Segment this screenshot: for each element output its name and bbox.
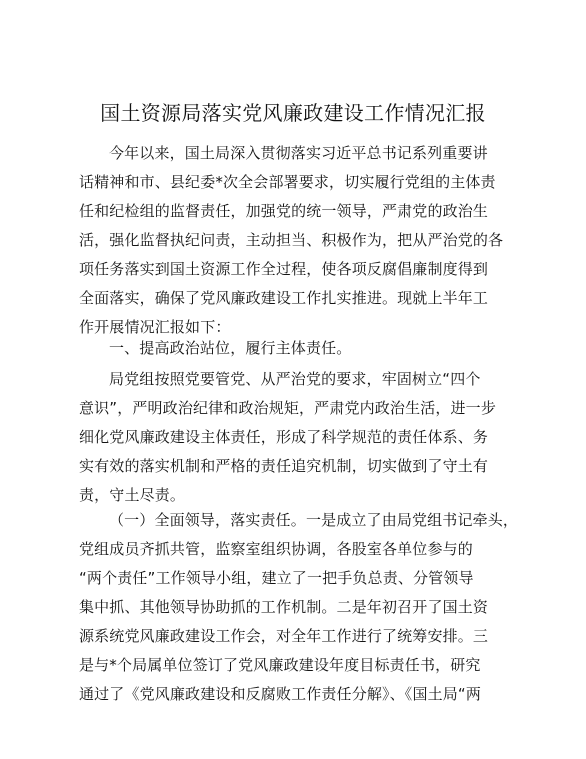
paragraph-intro (79, 139, 509, 342)
paragraph-line: 作开展情况汇报如下： (79, 318, 231, 336)
paragraph-line: 是与*个局属单位签订了党风廉政建设年度目标责任书，研究 (79, 656, 481, 674)
paragraph-line: 项任务落实到国土资源工作全过程，使各项反腐倡廉制度得到 (79, 260, 489, 278)
paragraph-line: 责，守土尽责。 (79, 486, 186, 504)
paragraph-line: 细化党风廉政建设主体责任，形成了科学规范的责任体系、务 (79, 428, 489, 446)
document-title: 国土资源局落实党风廉政建设工作情况汇报 (100, 101, 486, 125)
paragraph-line: 意识”，严明政治纪律和政治规矩，严肃党内政治生活，进一步 (79, 399, 496, 417)
paragraph-line: 党组成员齐抓共管，监察室组织协调，各股室各单位参与的 (79, 540, 473, 558)
paragraph-responsibility (79, 365, 509, 510)
paragraph-line: 局党组按照党要管党、从严治党的要求，牢固树立“四个 (109, 370, 481, 388)
paragraph-leadership (79, 506, 519, 709)
paragraph-line: 实有效的落实机制和严格的责任追究机制，切实做到了守土有 (79, 457, 489, 475)
paragraph-line: 集中抓、其他领导协助抓的工作机制。二是年初召开了国土资 (79, 598, 489, 616)
paragraph-line: 今年以来，国土局深入贯彻落实习近平总书记系列重要讲 (109, 144, 488, 162)
paragraph-line: 活，强化监督执纪问责，主动担当、积极作为，把从严治党的各 (79, 231, 504, 249)
paragraph-line: 源系统党风廉政建设工作会，对全年工作进行了统筹安排。三 (79, 627, 489, 645)
paragraph-line: 任和纪检组的监督责任，加强党的统一领导，严肃党的政治生 (79, 202, 489, 220)
section-heading-text: 一、提高政治站位，履行主体责任。 (109, 339, 352, 357)
section-heading (79, 334, 509, 363)
paragraph-line: （一）全面领导，落实责任。一是成立了由局党组书记牵头， (109, 511, 519, 529)
paragraph-line: 全面落实，确保了党风廉政建设工作扎实推进。现就上半年工 (79, 289, 489, 307)
paragraph-line: 话精神和市、县纪委*次全会部署要求，切实履行党组的主体责 (79, 173, 496, 191)
paragraph-line: “两个责任”工作领导小组，建立了一把手负总责、分管领导 (79, 569, 474, 587)
paragraph-line: 通过了《党风廉政建设和反腐败工作责任分解》、《国土局“两 (79, 685, 481, 703)
